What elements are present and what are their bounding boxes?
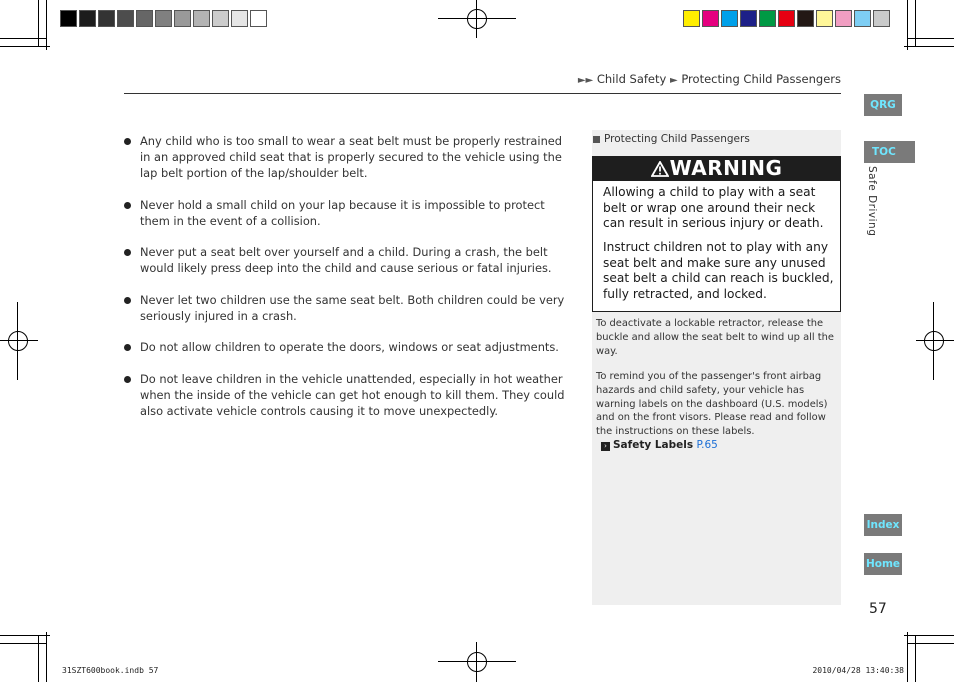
footer-timestamp: 2010/04/28 13:40:38 bbox=[812, 666, 904, 675]
bullet-icon bbox=[124, 297, 131, 304]
color-swatch bbox=[193, 10, 210, 27]
warning-label: WARNING bbox=[669, 156, 783, 180]
color-swatch bbox=[174, 10, 191, 27]
retractor-note: To deactivate a lockable retractor, release the buckle and allow the seat belt to wind up all the way. bbox=[596, 318, 834, 357]
bullet-icon bbox=[124, 202, 131, 209]
safety-bullet-list bbox=[124, 133, 574, 434]
breadcrumb-arrows: ►► bbox=[577, 75, 594, 86]
tab-qrg[interactable]: QRG bbox=[864, 94, 902, 116]
list-item: Never put a seat belt over yourself and a child. During a crash, the belt would likely press deep into the child and cause serious or fatal injuries. bbox=[124, 244, 574, 276]
warning-title bbox=[592, 156, 841, 180]
section-label: Safe Driving bbox=[866, 166, 878, 237]
color-swatch bbox=[117, 10, 134, 27]
color-swatch bbox=[854, 10, 871, 27]
color-swatch bbox=[740, 10, 757, 27]
color-swatch bbox=[60, 10, 77, 27]
color-swatch bbox=[721, 10, 738, 27]
breadcrumb-page: Protecting Child Passengers bbox=[681, 72, 841, 86]
breadcrumb bbox=[578, 72, 841, 86]
bullet-icon bbox=[124, 138, 131, 145]
page-number: 57 bbox=[869, 601, 887, 617]
sidebar-heading: Protecting Child Passengers bbox=[592, 130, 841, 150]
color-swatch bbox=[816, 10, 833, 27]
header-divider bbox=[124, 93, 841, 94]
bullet-icon bbox=[124, 376, 131, 383]
color-swatch bbox=[778, 10, 795, 27]
safety-labels-link[interactable] bbox=[601, 439, 718, 451]
color-swatch bbox=[136, 10, 153, 27]
color-swatch bbox=[212, 10, 229, 27]
breadcrumb-separator: ► bbox=[669, 75, 678, 86]
color-swatch bbox=[231, 10, 248, 27]
warning-box bbox=[592, 180, 841, 312]
section-marker-icon bbox=[593, 136, 600, 143]
list-item: Do not allow children to operate the doors, windows or seat adjustments. bbox=[124, 339, 574, 355]
bullet-icon bbox=[124, 249, 131, 256]
warning-text-1: Allowing a child to play with a seat belt or wrap one around their neck can result in serious injury or death. bbox=[603, 185, 824, 231]
list-item: Never hold a small child on your lap because it is impossible to protect them in the event of a collision. bbox=[124, 197, 574, 229]
tab-index[interactable]: Index bbox=[864, 514, 902, 536]
color-swatch bbox=[759, 10, 776, 27]
airbag-note: To remind you of the passenger's front airbag hazards and child safety, your vehicle has warning labels on the dashboard (U.S. models) and on the front visors. Please read and follow the instructions on these labels. bbox=[596, 371, 828, 438]
list-item: Any child who is too small to wear a seat belt must be properly restrained in an approved child seat that is properly secured to the vehicle using the lap belt portion of the lap/shoulder belt. bbox=[124, 133, 574, 181]
footer-file: 31SZT600book.indb 57 bbox=[62, 666, 159, 675]
color-swatch bbox=[873, 10, 890, 27]
color-swatch bbox=[250, 10, 267, 27]
warning-triangle-icon bbox=[651, 161, 669, 177]
bullet-icon bbox=[124, 344, 131, 351]
ref-label[interactable]: Safety Labels bbox=[613, 439, 694, 451]
color-swatch bbox=[683, 10, 700, 27]
warning-text-2: Instruct children not to play with any seat belt and make sure any unused seat belt a child can reach is buckled, fully retracted, and locked. bbox=[603, 240, 834, 302]
color-swatch bbox=[155, 10, 172, 27]
list-item: Do not leave children in the vehicle unattended, especially in hot weather when the inside of the vehicle can get hot enough to kill them. They could also activate vehicle controls causing it to move unexpectedly. bbox=[124, 371, 574, 419]
ref-page[interactable]: P.65 bbox=[696, 439, 718, 451]
color-swatch bbox=[79, 10, 96, 27]
tab-toc[interactable]: TOC bbox=[864, 141, 915, 163]
color-swatch bbox=[797, 10, 814, 27]
cross-reference-icon: › bbox=[601, 442, 610, 451]
tab-home[interactable]: Home bbox=[864, 553, 902, 575]
list-item: Never let two children use the same seat belt. Both children could be very seriously injured in a crash. bbox=[124, 292, 574, 324]
breadcrumb-section[interactable]: Child Safety bbox=[596, 72, 667, 86]
color-swatch bbox=[98, 10, 115, 27]
color-swatch bbox=[702, 10, 719, 27]
color-swatch bbox=[835, 10, 852, 27]
